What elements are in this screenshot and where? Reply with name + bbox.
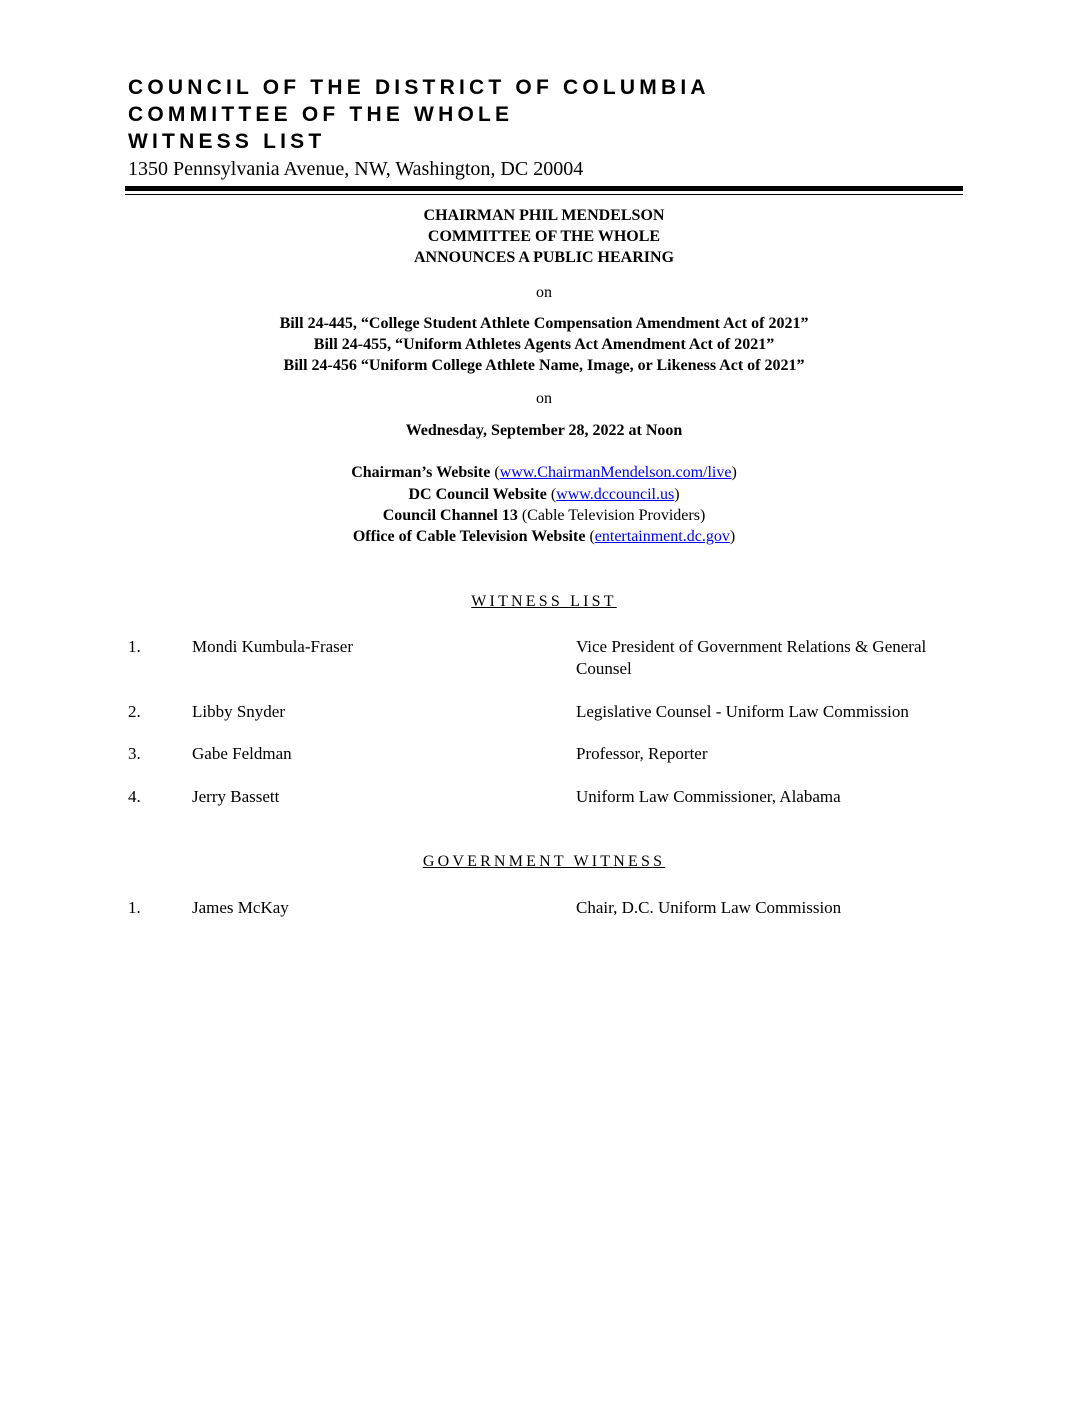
committee-line: COMMITTEE OF THE WHOLE — [427, 228, 661, 245]
cable-tv-website-link[interactable]: entertainment.dc.gov — [594, 528, 730, 545]
witness-name: Jerry Bassett — [192, 787, 280, 806]
announces-line: ANNOUNCES A PUBLIC HEARING — [413, 249, 675, 266]
witness-title: Legislative Counsel - Uniform Law Commission — [576, 702, 909, 721]
witness-title: Vice President of Government Relations & General Counsel — [576, 637, 927, 678]
broadcast-label: Office of Cable Television Website — [352, 528, 586, 545]
witness-name: Libby Snyder — [192, 702, 286, 721]
chairman-line: CHAIRMAN PHIL MENDELSON — [423, 207, 665, 224]
dc-council-website-link[interactable]: www.dccouncil.us — [556, 486, 675, 503]
broadcast-label: Council Channel 13 — [382, 507, 518, 524]
witness-title: Uniform Law Commissioner, Alabama — [576, 787, 841, 806]
witness-number: 2. — [128, 702, 141, 721]
witness-number: 1. — [128, 898, 141, 917]
witness-number: 4. — [128, 787, 141, 806]
broadcast-line: DC Council Website (www.dccouncil.us) — [408, 486, 680, 503]
broadcast-line: Chairman’s Website (www.ChairmanMendelson.com/live) — [351, 464, 737, 481]
document-title: WITNESS LIST — [128, 130, 326, 153]
on-text: on — [536, 284, 552, 301]
witness-name: Mondi Kumbula-Fraser — [192, 637, 354, 656]
hearing-date: Wednesday, September 28, 2022 at Noon — [405, 422, 683, 439]
broadcast-line: Office of Cable Television Website (entertainment.dc.gov) — [352, 528, 736, 545]
broadcast-line: Council Channel 13 (Cable Television Providers) — [382, 507, 706, 524]
council-name: COUNCIL OF THE DISTRICT OF COLUMBIA — [128, 76, 710, 99]
chairman-website-link[interactable]: www.ChairmanMendelson.com/live — [499, 464, 732, 481]
witness-title: Chair, D.C. Uniform Law Commission — [576, 898, 842, 917]
witness-list-heading: WITNESS LIST — [471, 593, 617, 610]
on-text: on — [536, 390, 552, 407]
witness-number: 3. — [128, 744, 141, 763]
header-rule-thick — [125, 186, 963, 191]
broadcast-label: Chairman’s Website — [351, 464, 491, 481]
council-address: 1350 Pennsylvania Avenue, NW, Washington, DC 20004 — [128, 158, 584, 180]
witness-name: James McKay — [192, 898, 289, 917]
bill-title: Bill 24-445, “College Student Athlete Compensation Amendment Act of 2021” — [279, 315, 809, 332]
bill-title: Bill 24-456 “Uniform College Athlete Name, Image, or Likeness Act of 2021” — [283, 357, 805, 374]
government-witness-heading: GOVERNMENT WITNESS — [422, 853, 666, 870]
bill-title: Bill 24-455, “Uniform Athletes Agents Act Amendment Act of 2021” — [313, 336, 775, 353]
broadcast-label: DC Council Website — [408, 486, 547, 503]
witness-name: Gabe Feldman — [192, 744, 292, 763]
committee-name: COMMITTEE OF THE WHOLE — [128, 103, 514, 126]
witness-number: 1. — [128, 637, 141, 656]
witness-title: Professor, Reporter — [576, 744, 708, 763]
header-rule-thin — [125, 194, 963, 195]
